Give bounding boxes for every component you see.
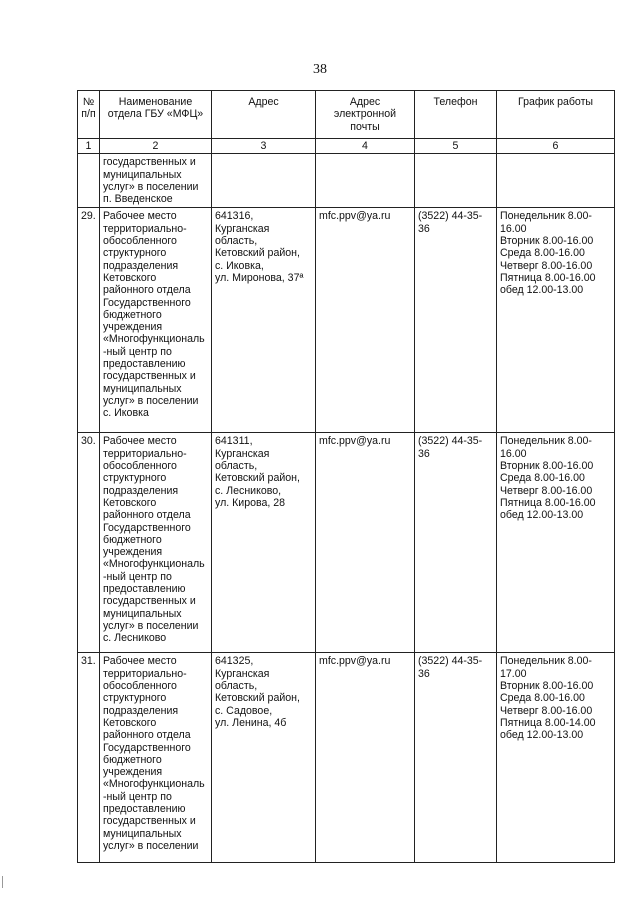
- column-number: 2: [100, 139, 212, 154]
- header-email: Адрес электронной почты: [316, 91, 415, 139]
- table-row-continuation: [78, 154, 615, 208]
- cell-schedule: Понедельник 8.00- 17.00 Вторник 8.00-16.00 Среда 8.00-16.00 Четверг 8.00-16.00 Пятница 8.00-14.00 обед 12.00-13.00: [497, 653, 615, 863]
- table-row: [78, 208, 615, 433]
- column-number: 4: [316, 139, 415, 154]
- table-header-row: [78, 91, 615, 139]
- column-number: 1: [78, 139, 100, 154]
- cell-phone: (3522) 44-35- 36: [415, 208, 497, 433]
- header-phone: Телефон: [415, 91, 497, 139]
- cell-email: [316, 154, 415, 208]
- header-number: № п/п: [78, 91, 100, 139]
- column-number-row: [78, 139, 615, 154]
- cell-schedule: Понедельник 8.00- 16.00 Вторник 8.00-16.00 Среда 8.00-16.00 Четверг 8.00-16.00 Пятница 8.00-16.00 обед 12.00-13.00: [497, 433, 615, 653]
- offices-table: [77, 90, 615, 863]
- column-number: 3: [212, 139, 316, 154]
- cell-phone: [415, 154, 497, 208]
- cell-schedule: Понедельник 8.00- 16.00 Вторник 8.00-16.00 Среда 8.00-16.00 Четверг 8.00-16.00 Пятница 8.00-16.00 обед 12.00-13.00: [497, 208, 615, 433]
- cell-number: 31.: [78, 653, 100, 863]
- cell-name: Рабочее место территориально- обособленного структурного подразделения Кетовского районного отдела Государственного бюджетного учреждения «Многофункциональ -ный центр по предоставлению государственных и муниципальных услуг» в поселении с. Иковка: [100, 208, 212, 433]
- table-row: [78, 433, 615, 653]
- cell-email: mfc.ppv@ya.ru: [316, 433, 415, 653]
- cell-number: 30.: [78, 433, 100, 653]
- header-name: Наименование отдела ГБУ «МФЦ»: [100, 91, 212, 139]
- page-number: 38: [313, 62, 327, 77]
- scan-margin-mark: [2, 876, 3, 888]
- cell-email: mfc.ppv@ya.ru: [316, 653, 415, 863]
- cell-number: 29.: [78, 208, 100, 433]
- cell-address: [212, 154, 316, 208]
- cell-phone: (3522) 44-35- 36: [415, 433, 497, 653]
- cell-schedule: [497, 154, 615, 208]
- column-number: 6: [497, 139, 615, 154]
- cell-address: 641316, Курганская область, Кетовский район, с. Иковка, ул. Миронова, 37ª: [212, 208, 316, 433]
- cell-address: 641325, Курганская область, Кетовский район, с. Садовое, ул. Ленина, 4б: [212, 653, 316, 863]
- cell-address: 641311, Курганская область, Кетовский район, с. Лесниково, ул. Кирова, 28: [212, 433, 316, 653]
- cell-phone: (3522) 44-35- 36: [415, 653, 497, 863]
- cell-number: [78, 154, 100, 208]
- cell-name: Рабочее место территориально- обособленного структурного подразделения Кетовского районного отдела Государственного бюджетного учреждения «Многофункциональ -ный центр по предоставлению государственных и муниципальных услуг» в поселении с. Лесниково: [100, 433, 212, 653]
- table-row: [78, 653, 615, 863]
- cell-name: государственных и муниципальных услуг» в поселении п. Введенское: [100, 154, 212, 208]
- column-number: 5: [415, 139, 497, 154]
- cell-email: mfc.ppv@ya.ru: [316, 208, 415, 433]
- cell-name: Рабочее место территориально- обособленного структурного подразделения Кетовского районного отдела Государственного бюджетного учреждения «Многофункциональ -ный центр по предоставлению государственных и муниципальных услуг» в поселении: [100, 653, 212, 863]
- header-schedule: График работы: [497, 91, 615, 139]
- header-address: Адрес: [212, 91, 316, 139]
